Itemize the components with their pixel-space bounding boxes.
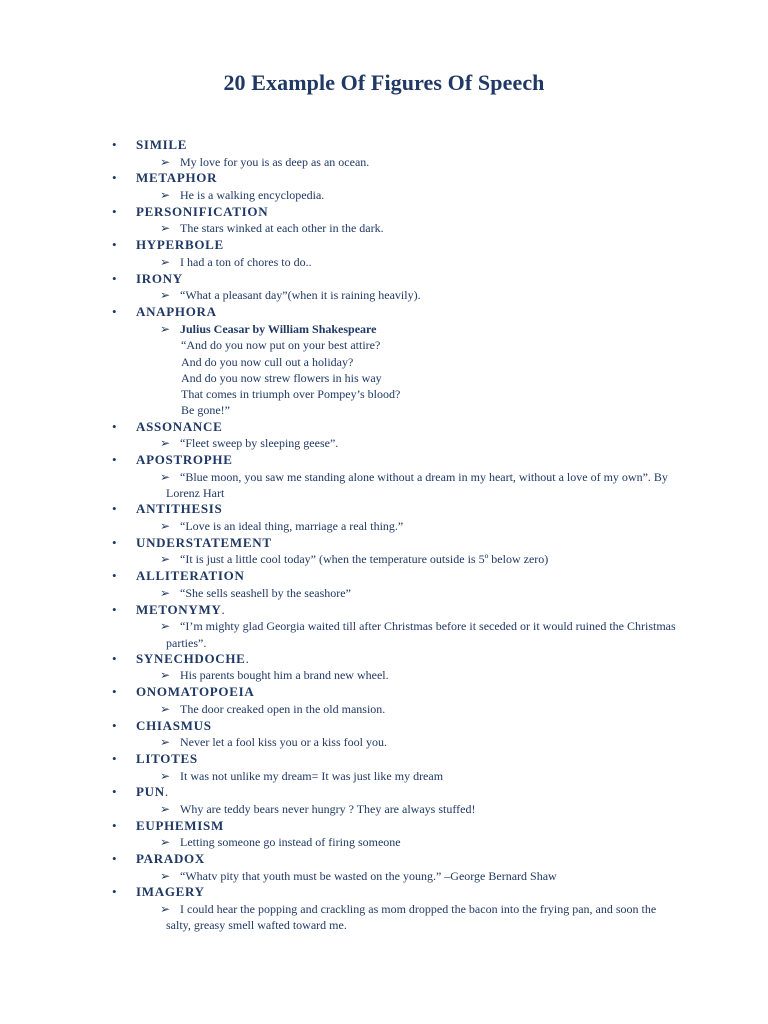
term-heading bbox=[136, 818, 224, 834]
arrow-bullet-icon: ➢ bbox=[160, 221, 171, 236]
term-label: SYNECHDOCHE bbox=[136, 650, 246, 666]
term-label: ANAPHORA bbox=[136, 303, 217, 319]
term-heading bbox=[136, 784, 168, 800]
poem-line: Be gone!” bbox=[181, 403, 230, 418]
poem-line: And do you now cull out a holiday? bbox=[181, 354, 354, 369]
figures-of-speech-list bbox=[0, 137, 768, 934]
term-heading bbox=[136, 751, 198, 767]
term-heading bbox=[136, 419, 222, 435]
bullet-icon: • bbox=[112, 851, 117, 867]
bullet-icon: • bbox=[112, 750, 117, 766]
term-label: PARADOX bbox=[136, 851, 205, 867]
arrow-bullet-icon: ➢ bbox=[160, 254, 171, 269]
arrow-bullet-icon: ➢ bbox=[160, 288, 171, 303]
bullet-icon: • bbox=[112, 650, 117, 666]
arrow-bullet-icon: ➢ bbox=[160, 768, 171, 783]
arrow-bullet-icon: ➢ bbox=[160, 668, 171, 683]
example-text: He is a walking encyclopedia. bbox=[180, 188, 325, 203]
term-label: METAPHOR bbox=[136, 170, 218, 186]
term-row bbox=[0, 651, 768, 668]
term-label: UNDERSTATEMENT bbox=[136, 534, 272, 550]
arrow-bullet-icon: ➢ bbox=[160, 436, 171, 451]
example-text: The stars winked at each other in the dark. bbox=[180, 221, 384, 236]
example-row bbox=[0, 287, 768, 304]
example-text: Never let a fool kiss you or a kiss fool you. bbox=[180, 735, 387, 750]
term-heading bbox=[136, 651, 249, 667]
example-row bbox=[0, 701, 768, 718]
term-heading bbox=[136, 237, 224, 253]
term-row bbox=[0, 684, 768, 701]
term-row bbox=[0, 237, 768, 254]
bullet-icon: • bbox=[112, 501, 117, 517]
arrow-bullet-icon: ➢ bbox=[160, 469, 171, 484]
example-text: The door creaked open in the old mansion. bbox=[180, 701, 386, 716]
bullet-icon: • bbox=[112, 884, 117, 900]
example-text: His parents bought him a brand new wheel. bbox=[180, 668, 389, 683]
term-label: METONYMY bbox=[136, 601, 222, 617]
term-heading bbox=[136, 271, 183, 287]
bullet-icon: • bbox=[112, 237, 117, 253]
term-label: SIMILE bbox=[136, 137, 188, 152]
term-heading bbox=[136, 170, 217, 186]
term-row bbox=[0, 137, 768, 154]
term-label: LITOTES bbox=[136, 750, 198, 766]
term-row bbox=[0, 501, 768, 518]
example-text: “I’m mighty glad Georgia waited till after Christmas before it seceded or it would ruined the Christmas parties”. bbox=[166, 619, 676, 650]
term-row bbox=[0, 204, 768, 221]
term-row bbox=[0, 784, 768, 801]
term-label: ALLITERATION bbox=[136, 568, 245, 584]
term-row bbox=[0, 568, 768, 585]
bullet-icon: • bbox=[112, 203, 117, 219]
example-row bbox=[0, 834, 768, 851]
bullet-icon: • bbox=[112, 137, 117, 152]
term-label: PUN bbox=[136, 784, 165, 800]
example-text: “Fleet sweep by sleeping geese”. bbox=[180, 436, 339, 451]
term-heading bbox=[136, 851, 205, 867]
poem-line: And do you now strew flowers in his way bbox=[181, 370, 382, 385]
bullet-icon: • bbox=[112, 684, 117, 700]
example-row bbox=[0, 551, 768, 568]
term-label: PERSONIFICATION bbox=[136, 203, 269, 219]
arrow-bullet-icon: ➢ bbox=[160, 619, 171, 634]
example-text: Letting someone go instead of firing someone bbox=[180, 835, 401, 850]
term-label: CHIASMUS bbox=[136, 717, 212, 733]
example-text: It was not unlike my dream= It was just like my dream bbox=[180, 768, 444, 783]
poem-line: That comes in triumph over Pompey’s blood? bbox=[181, 387, 401, 402]
example-text: “It is just a little cool today” (when the temperature outside is 5º below zero) bbox=[180, 552, 549, 567]
bullet-icon: • bbox=[112, 418, 117, 434]
bullet-icon: • bbox=[112, 568, 117, 584]
bullet-icon: • bbox=[112, 784, 117, 800]
term-label: ANTITHESIS bbox=[136, 501, 223, 517]
term-heading bbox=[136, 568, 245, 584]
arrow-bullet-icon: ➢ bbox=[160, 868, 171, 883]
example-row bbox=[0, 801, 768, 818]
bullet-icon: • bbox=[112, 534, 117, 550]
poem-line: “And do you now put on your best attire? bbox=[181, 338, 381, 353]
term-row bbox=[0, 818, 768, 835]
term-row bbox=[0, 271, 768, 288]
term-row bbox=[0, 851, 768, 868]
example-text: I could hear the popping and crackling as mom dropped the bacon into the frying pan, and soon the salty, greasy smell wafted toward me. bbox=[166, 902, 657, 933]
bullet-icon: • bbox=[112, 452, 117, 468]
arrow-bullet-icon: ➢ bbox=[160, 188, 171, 203]
arrow-bullet-icon: ➢ bbox=[160, 552, 171, 567]
term-heading bbox=[136, 535, 272, 551]
arrow-bullet-icon: ➢ bbox=[160, 735, 171, 750]
term-heading bbox=[136, 452, 233, 468]
example-row bbox=[0, 618, 768, 651]
example-row bbox=[0, 220, 768, 237]
term-heading bbox=[136, 204, 268, 220]
bullet-icon: • bbox=[112, 817, 117, 833]
term-label: IMAGERY bbox=[136, 884, 205, 900]
term-row bbox=[0, 535, 768, 552]
example-text: My love for you is as deep as an ocean. bbox=[180, 154, 370, 169]
example-row bbox=[0, 187, 768, 204]
example-text: “Whatv pity that youth must be wasted on the young.” –George Bernard Shaw bbox=[180, 868, 557, 883]
term-row bbox=[0, 452, 768, 469]
term-label: ASSONANCE bbox=[136, 418, 223, 434]
term-label: ONOMATOPOEIA bbox=[136, 684, 255, 700]
arrow-bullet-icon: ➢ bbox=[160, 585, 171, 600]
term-trailing-punctuation: . bbox=[221, 601, 225, 617]
term-label: APOSTROPHE bbox=[136, 452, 233, 468]
term-row bbox=[0, 751, 768, 768]
example-row bbox=[0, 321, 768, 338]
example-row bbox=[0, 435, 768, 452]
term-trailing-punctuation: . bbox=[245, 650, 249, 666]
example-text: “She sells seashell by the seashore” bbox=[180, 585, 351, 600]
term-heading bbox=[136, 501, 222, 517]
term-heading bbox=[136, 684, 254, 700]
bullet-icon: • bbox=[112, 303, 117, 319]
term-row bbox=[0, 419, 768, 436]
example-text: “Love is an ideal thing, marriage a real thing.” bbox=[180, 519, 404, 534]
example-text: I had a ton of chores to do.. bbox=[180, 254, 312, 269]
bullet-icon: • bbox=[112, 717, 117, 733]
example-row bbox=[0, 667, 768, 684]
example-row bbox=[0, 734, 768, 751]
arrow-bullet-icon: ➢ bbox=[160, 835, 171, 850]
example-row bbox=[0, 868, 768, 885]
term-label: IRONY bbox=[136, 270, 183, 286]
term-row bbox=[0, 304, 768, 321]
example-text: Julius Ceasar by William Shakespeare bbox=[180, 321, 377, 336]
term-heading bbox=[136, 884, 205, 900]
arrow-bullet-icon: ➢ bbox=[160, 801, 171, 816]
term-row bbox=[0, 602, 768, 619]
bullet-icon: • bbox=[112, 270, 117, 286]
term-heading bbox=[136, 304, 217, 320]
term-heading bbox=[136, 137, 187, 153]
example-text: “What a pleasant day”(when it is raining heavily). bbox=[180, 288, 421, 303]
example-row bbox=[0, 585, 768, 602]
term-row bbox=[0, 170, 768, 187]
arrow-bullet-icon: ➢ bbox=[160, 154, 171, 169]
arrow-bullet-icon: ➢ bbox=[160, 701, 171, 716]
term-trailing-punctuation: . bbox=[164, 784, 169, 800]
example-text: Why are teddy bears never hungry ? They are always stuffed! bbox=[180, 801, 476, 816]
term-label: HYPERBOLE bbox=[136, 237, 224, 253]
term-heading bbox=[136, 602, 225, 618]
example-row bbox=[0, 154, 768, 171]
example-row bbox=[0, 901, 768, 934]
term-row bbox=[0, 884, 768, 901]
term-heading bbox=[136, 718, 212, 734]
example-row bbox=[0, 518, 768, 535]
example-row bbox=[0, 768, 768, 785]
arrow-bullet-icon: ➢ bbox=[160, 902, 171, 917]
term-row bbox=[0, 718, 768, 735]
bullet-icon: • bbox=[112, 170, 117, 186]
example-row bbox=[0, 254, 768, 271]
bullet-icon: • bbox=[112, 601, 117, 617]
page-title: 20 Example Of Figures Of Speech bbox=[223, 70, 545, 95]
arrow-bullet-icon: ➢ bbox=[160, 321, 171, 336]
example-row bbox=[0, 469, 768, 502]
term-label: EUPHEMISM bbox=[136, 817, 224, 833]
arrow-bullet-icon: ➢ bbox=[160, 519, 171, 534]
example-text: “Blue moon, you saw me standing alone without a dream in my heart, without a love of my own”. By Lorenz Hart bbox=[166, 469, 668, 501]
